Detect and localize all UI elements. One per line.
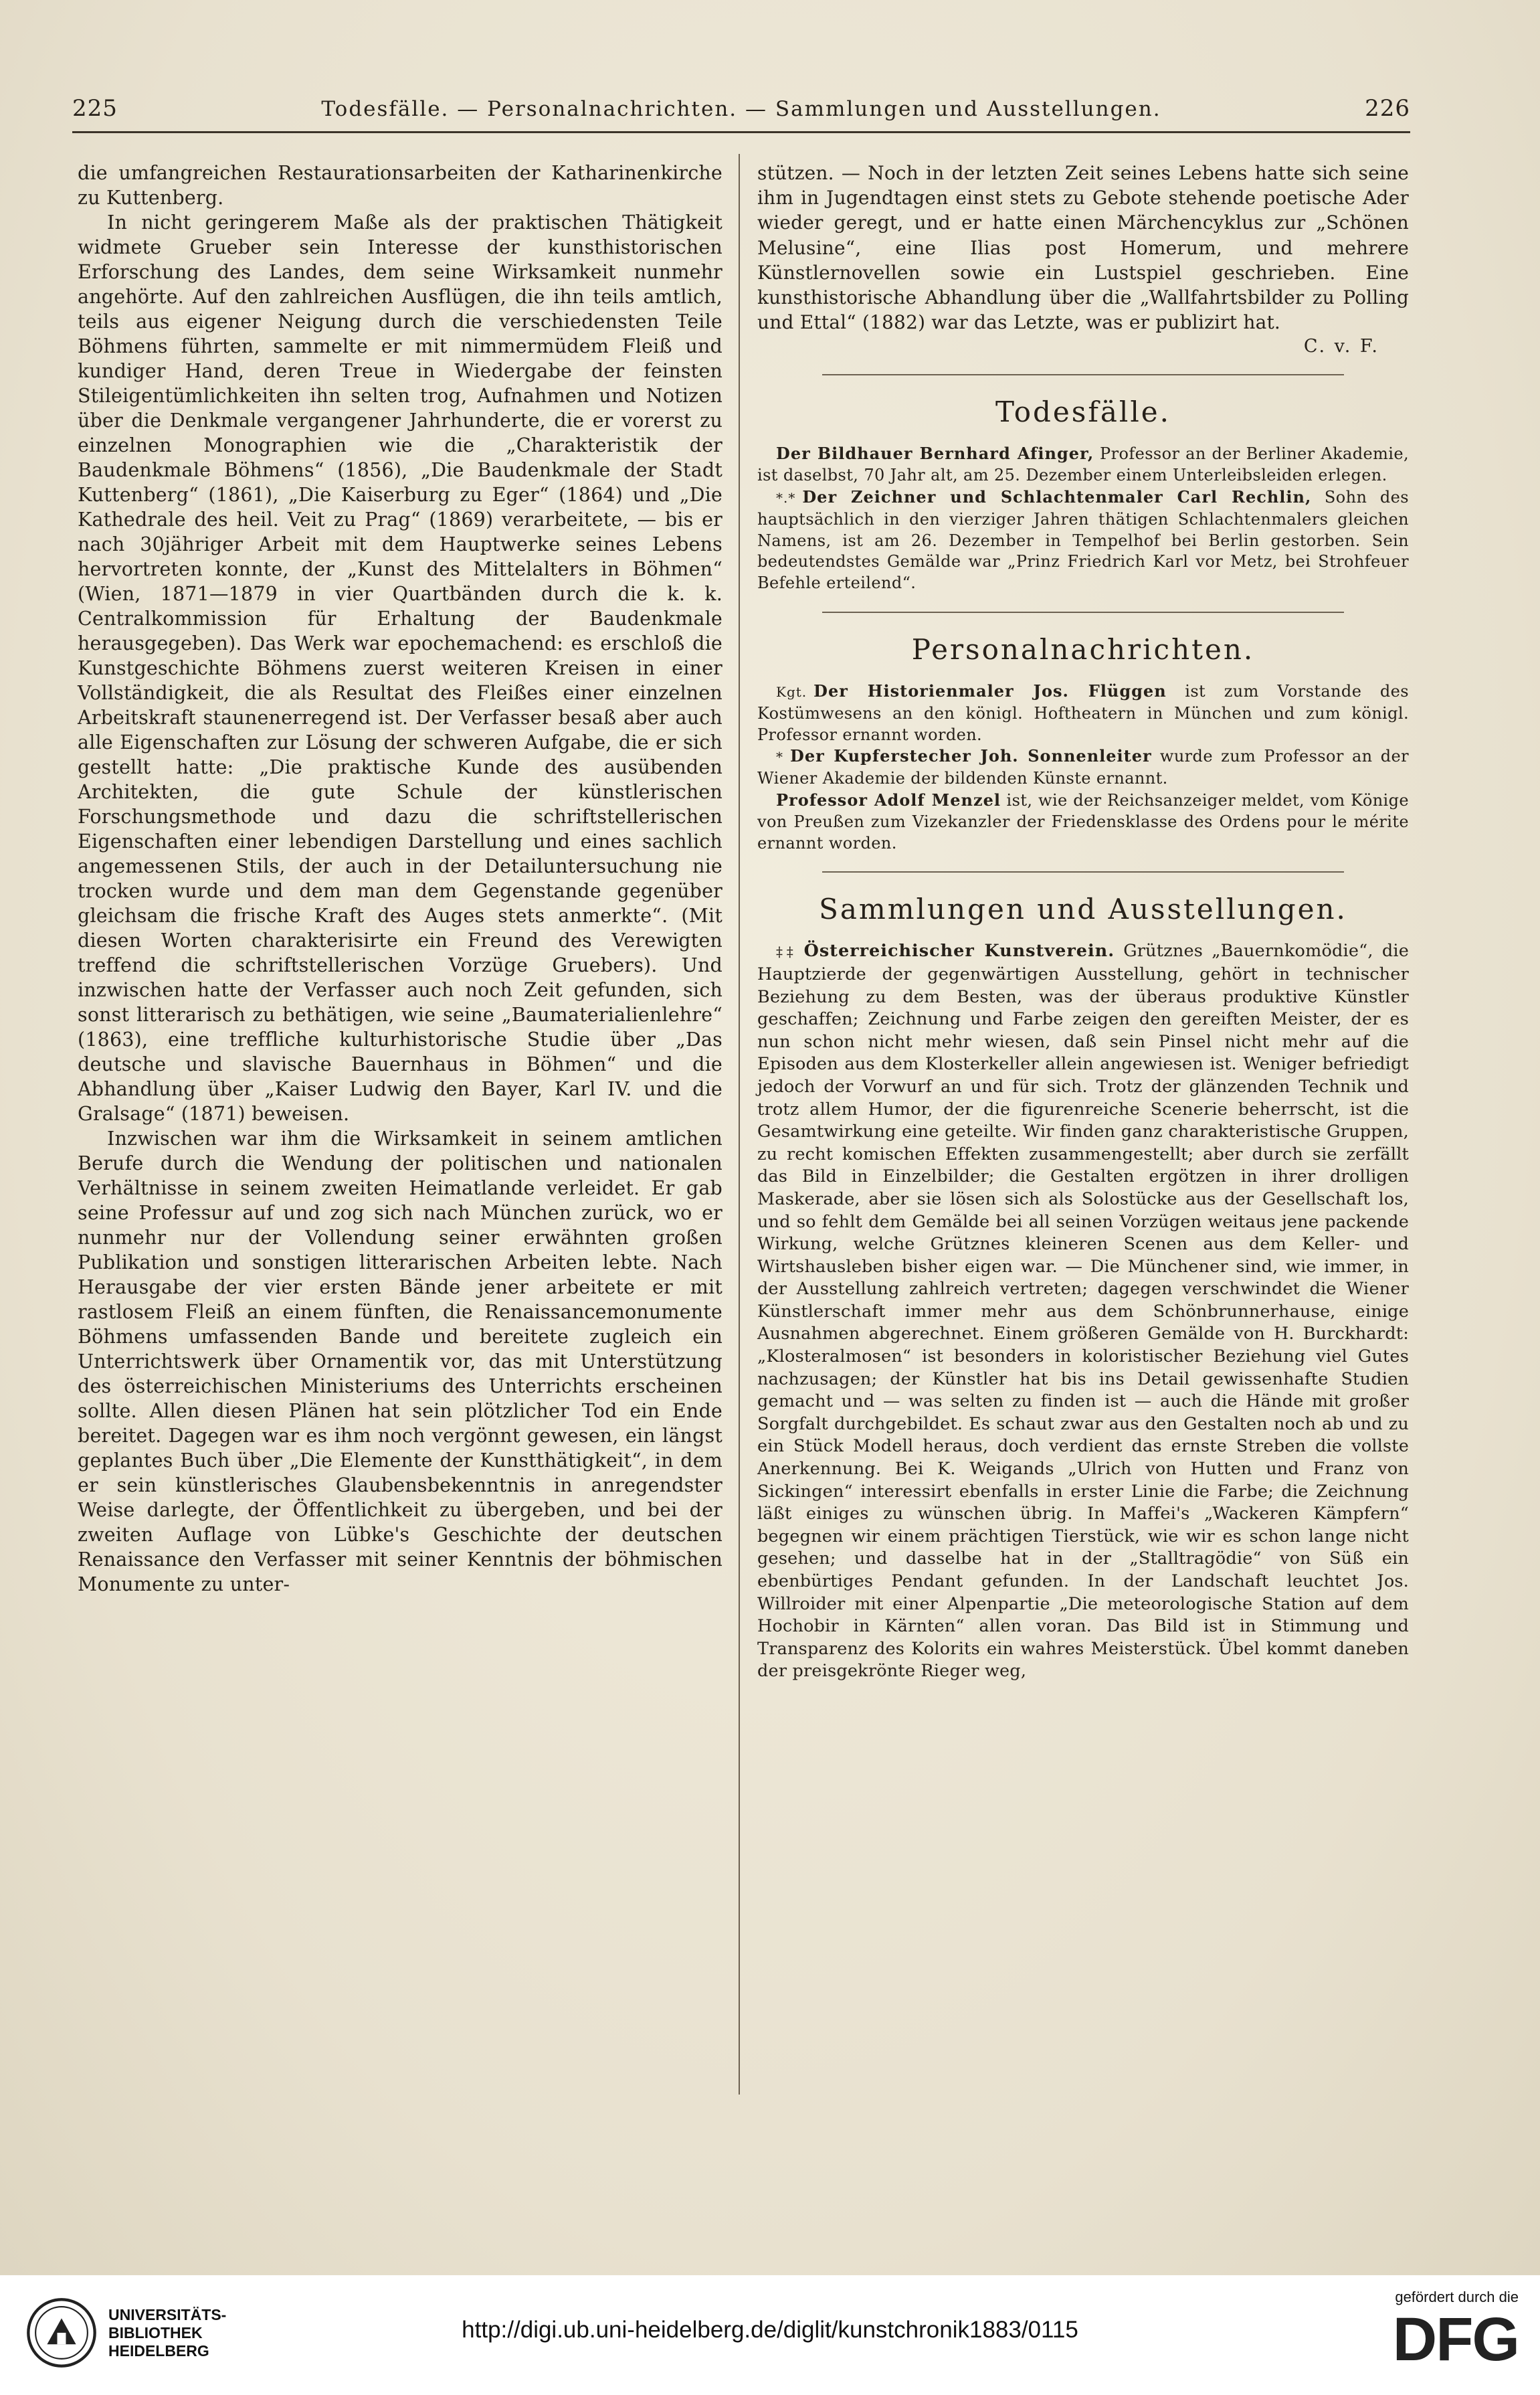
university-name-line: BIBLIOTHEK	[108, 2323, 203, 2341]
todesfaelle-section	[757, 443, 1409, 594]
left-paragraph-1: die umfangreichen Restaurationsarbeiten der Katharinenkirche zu Kuttenberg.	[78, 162, 723, 209]
right-intro-paragraph: stützen. — Noch in der letzten Zeit seines Lebens hatte sich seine ihm in Jugendtagen einst stets zu Gebote stehende poetische Ader wieder geregt, und er hatte einen Märchencyklus zur „Schönen Melusine“, eine Ilias post Homerum, und mehrere Künstlernovellen sowie ein Lustspiel geschrieben. Eine kunsthistorische Abhandlung über die „Wallfahrtsbilder zu Polling und Ettal“ (1882) war das Letzte, was er publizirt hat.	[757, 162, 1409, 334]
entry-lead: Der Kupferstecher Joh. Sonnenleiter	[790, 746, 1152, 766]
header-rule	[72, 131, 1410, 133]
right-column	[757, 161, 1409, 1683]
section-title-personal: Personalnachrichten.	[911, 633, 1255, 666]
entry-mark: ‡‡	[776, 944, 797, 960]
section-title-todesfaelle: Todesfälle.	[995, 395, 1171, 429]
page-number-left: 225	[72, 95, 118, 122]
entry-text: ist, wie der Reichsanzeiger meldet, vom Könige von Preußen zum Vizekanzler der Friedensklasse des Ordens pour le mérite ernannt worden.	[757, 790, 1409, 853]
section-rule	[822, 871, 1344, 873]
entry-lead: Der Bildhauer Bernhard Afinger,	[776, 444, 1094, 464]
running-head	[72, 95, 1410, 126]
digitization-footer	[0, 2275, 1540, 2395]
entry-mark: *.*	[776, 490, 796, 507]
entry-lead: Professor Adolf Menzel	[776, 790, 1001, 810]
personal-section	[757, 681, 1409, 854]
personal-entry	[757, 790, 1409, 854]
obituary-entry	[757, 486, 1409, 594]
column-divider	[739, 154, 740, 2095]
entry-text: Sohn des hauptsächlich in den vierziger Jahren thätigen Schlachtenmalers gleichen Namens, ist am 26. Dezember in Tempelhof bei Berlin gestorben. Sein bedeutendstes Gemälde war „Prinz Friedrich Karl vor Metz, bei Strohfeuer Befehle erteilend“.	[757, 488, 1409, 593]
entry-text: ist zum Vorstande des Kostümwesens an den königl. Hoftheatern in München und zum königl. Professor ernannt worden.	[757, 682, 1409, 744]
section-title-sammlungen: Sammlungen und Ausstellungen.	[819, 893, 1347, 926]
personal-entry	[757, 681, 1409, 745]
author-signature: C. v. F.	[1303, 336, 1379, 357]
entry-text: Professor an der Berliner Akademie, ist daselbst, 70 Jahr alt, am 25. Dezember einem Unterleibsleiden erlegen.	[757, 444, 1409, 485]
running-title: Todesfälle. — Personalnachrichten. — Sammlungen und Ausstellungen.	[321, 97, 1161, 121]
obituary-entry	[757, 443, 1409, 486]
source-url-link[interactable]: http://digi.ub.uni-heidelberg.de/diglit/kunstchronik1883/0115	[462, 2317, 1078, 2343]
sammlungen-section	[757, 940, 1409, 1683]
entry-text: wurde zum Professor an der Wiener Akademie der bildenden Künste ernannt.	[757, 747, 1409, 788]
left-paragraph-3: Inzwischen war ihm die Wirksamkeit in seinem amtlichen Berufe durch die Wendung der politischen und nationalen Verhältnisse in seinem zweiten Heimatlande verleidet. Er gab seine Professur auf und zog sich nach München zurück, wo er nunmehr nur der Vollendung seiner erwähnten großen Publikation und sonstigen litterarischen Arbeiten lebte. Nach Herausgabe der vier ersten Bände jener arbeitete er mit rastlosem Fleiß an einem fünften, die Renaissancemonumente Böhmens umfassenden Bande und bereitete zugleich ein Unterrichtswerk über Ornamentik vor, das mit Unterstützung des österreichischen Ministeriums des Unterrichts erscheinen sollte. Allen diesen Plänen hat sein plötzlicher Tod ein Ende bereitet. Dagegen war es ihm noch vergönnt gewesen, ein längst geplantes Buch über „Die Elemente der Kunstthätigkeit“, in dem er sein künstlerisches Glaubensbekenntnis in anregendster Weise darlegte, der Öffentlichkeit zu übergeben, und bei der zweiten Auflage von Lübke's Geschichte der deutschen Renaissance den Verfasser mit seiner Kenntnis der böhmischen Monumente zu unter-	[78, 1128, 723, 1595]
page-number-right: 226	[1365, 95, 1410, 122]
entry-mark: Kgt.	[776, 684, 807, 700]
personal-entry	[757, 745, 1409, 790]
entry-lead: Der Historienmaler Jos. Flüggen	[813, 681, 1167, 701]
university-name-line: UNIVERSITÄTS-	[108, 2305, 227, 2323]
left-column	[78, 161, 723, 1597]
section-rule	[822, 612, 1344, 613]
university-name-line: HEIDELBERG	[108, 2341, 209, 2360]
entry-mark: *	[776, 749, 783, 766]
section-rule	[822, 374, 1344, 375]
dfg-logo: DFG	[1392, 2305, 1519, 2374]
entry-text: Grütznes „Bauernkomödie“, die Hauptzierde der gegenwärtigen Ausstellung, gehört in technischer Beziehung zu dem Besten, was der überaus produktive Künstler geschaffen; Zeichnung und Farbe zeigen den gereiften Meister, der es nun schon nicht mehr wiesen, daß sein Pinsel nicht mehr auf die Episoden aus dem Klosterkeller allein angewiesen ist. Weniger befriedigt jedoch der Vorwurf an und für sich. Trotz der glänzenden Technik und trotz allem Humor, der die figurenreiche Scenerie beherrscht, ist die Gesamtwirkung eine geteilte. Wir finden ganz charakteristische Gruppen, zu recht komischen Effekten zusammengestellt; aber durch sie zerfällt das Bild in Einzelbilder; die Gestalten ergötzen in ihrer drolligen Maskerade, aber sie lösen sich als Solostücke aus der Gesellschaft los, und so fehlt dem Gemälde bei all seinen Vorzügen weitaus jene packende Wirkung, welche Grütznes kleineren Scenen aus dem Keller- und Wirtshausleben bisher eigen war. — Die Münchener sind, wie immer, in der Ausstellung zahlreich vertreten; dagegen verschwindet die Wiener Künstlerschaft immer mehr aus dem Schönbrunnerhause, einige Ausnahmen abgerechnet. Einem größeren Gemälde von H. Burckhardt: „Klosteralmosen“ ist besonders in koloristischer Beziehung viel Gutes nachzusagen; der Künstler hat bis ins Detail gewissenhafte Studien gemacht und — was selten zu finden ist — auch die Hände mit großer Sorgfalt durchgebildet. Es schaut zwar aus den Gestalten noch ab und zu ein Stück Modell heraus, doch verdient das ernste Streben die vollste Anerkennung. Bei K. Weigands „Ulrich von Hutten und Franz von Sickingen“ interessirt ebenfalls in erster Linie die Farbe; die Zeichnung läßt einiges zu wünschen übrig. In Maffei's „Wackeren Kämpfern“ begegnen wir einem prächtigen Tierstück, wie wir es schon lange nicht gesehen; und dasselbe hat in der „Stalltragödie“ von Süß ein ebenbürtiges Pendant gefunden. In der Landschaft leuchtet Jos. Willroider mit einer Alpenpartie „Die meteorologische Station auf dem Hochobir in Kärnten“ allen voran. Das Bild ist in Stimmung und Transparenz des Kolorits ein wahres Meisterstück. Übel kommt daneben der preisgekrönte Rieger weg,	[757, 941, 1410, 1682]
exhibition-report	[757, 940, 1409, 1683]
left-paragraph-2: In nicht geringerem Maße als der praktischen Thätigkeit widmete Grueber sein Interesse der kunsthistorischen Erforschung des Landes, dem seine Wirksamkeit nunmehr angehörte. Auf den zahlreichen Ausflügen, die ihn teils amtlich, teils aus eigener Neigung durch die verschiedensten Teile Böhmens führten, sammelte er mit nimmermüdem Fleiß und kundiger Hand, deren Treue in Wiedergabe der feinsten Stileigentümlichkeiten ihn selten trog, Aufnahmen und Notizen über die Denkmale vergangener Jahrhunderte, die er vorerst zu einzelnen Monographien wie die „Charakteristik der Baudenkmale Böhmens“ (1856), „Die Baudenkmale der Stadt Kuttenberg“ (1861), „Die Kaiserburg zu Eger“ (1864) und „Die Kathedrale des heil. Veit zu Prag“ (1869) verarbeitete, — bis er nach 30jähriger Arbeit mit dem Hauptwerke seines Lebens hervortreten konnte, der „Kunst des Mittelalters in Böhmen“ (Wien, 1871—1879 in vier Quartbänden durch die k. k. Centralkommission für Erhaltung der Baudenkmale herausgegeben). Das Werk war epochemachend: es erschloß die Kunstgeschichte Böhmens zuerst weiteren Kreisen in einer Vollständigkeit, die als Resultat des Fleißes einer einzelnen Arbeitskraft staunenerregend ist. Der Verfasser besaß aber auch alle Eigenschaften zur Lösung der schweren Aufgabe, die er sich gestellt hatte: „Die praktische Kunde des ausübenden Architekten, die gute Schule der künstlerischen Forschungsmethode und dazu die schriftstellerischen Eigenschaften einer lebendigen Darstellung und eines sachlich angemessenen Stils, der auch in der Detailuntersuchung nie trocken wurde und dem man dem Gegenstande gegenüber gleichsam die frische Kraft des Auges stets anmerkte“. (Mit diesen Worten charakterisirte ein Freund des Verewigten treffend die schriftstellerischen Vorzüge Gruebers). Und inzwischen hatte der Verfasser auch noch Zeit gefunden, sich sonst litterarisch zu bethätigen, wie seine „Baumaterialienlehre“ (1863), eine treffliche kulturhistorische Studie über „Das deutsche und slavische Bauernhaus in Böhmen“ und die Abhandlung über „Kaiser Ludwig den Bayer, Karl IV. und die Gralsage“ (1871) beweisen.	[78, 211, 723, 1125]
sponsor-block[interactable]	[1392, 2289, 1519, 2374]
entry-lead: Österreichischer Kunstverein.	[803, 941, 1115, 962]
entry-lead: Der Zeichner und Schlachtenmaler Carl Rechlin,	[802, 487, 1312, 507]
sponsor-label: gefördert durch die	[1395, 2289, 1519, 2305]
